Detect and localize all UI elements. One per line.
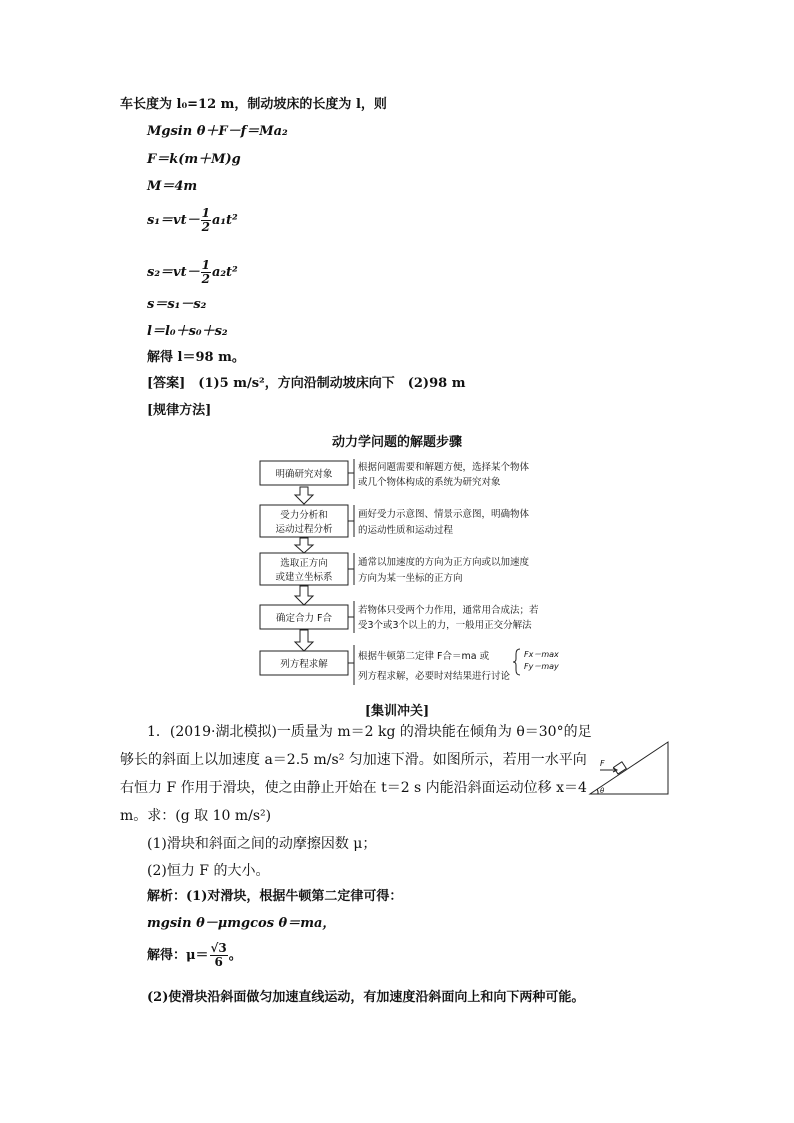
equation-6: s＝s₁－s₂ xyxy=(147,297,207,312)
question-1-line-2: 够长的斜面上以加速度 a＝2.5 m/s² 匀加速下滑。如图所示，若用一水平向 xyxy=(120,752,587,768)
fraction-den: 2 xyxy=(201,220,210,234)
question-1-line-4: m。求：(g 取 10 m/s²) xyxy=(120,808,272,824)
mu-numerator: √3 xyxy=(210,941,227,955)
angle-arc xyxy=(597,789,598,794)
step-2-label-b: 运动过程分析 xyxy=(275,524,333,535)
equation-8: 解得 l＝98 m。 xyxy=(147,350,245,365)
solution-result-left: 解得：μ＝ xyxy=(147,948,209,963)
step-4-desc-a: 若物体只受两个力作用，通常用合成法；若 xyxy=(358,605,539,616)
equation-5-right: a₂t² xyxy=(211,265,238,280)
step-2-desc-b: 的运动性质和运动过程 xyxy=(358,525,454,536)
brace xyxy=(513,649,520,675)
down-arrow-3 xyxy=(295,586,313,605)
step-5-label: 列方程求解 xyxy=(280,659,328,670)
question-1-part-1: (1)滑块和斜面之间的动摩擦因数 μ； xyxy=(147,836,377,852)
equation-7: l＝l₀＋s₀＋s₂ xyxy=(147,324,228,339)
solution-line-1: 车长度为 l₀=12 m，制动坡床的长度为 l，则 xyxy=(120,97,387,112)
step-2-label-a: 受力分析和 xyxy=(280,510,328,521)
step-3-desc-b: 方向为某一坐标的正方向 xyxy=(358,573,463,584)
brace-eq-x: Fx＝max xyxy=(524,650,559,659)
equation-4-right: a₁t² xyxy=(211,213,238,228)
equation-5 xyxy=(147,259,238,286)
step-5-desc-a: 根据牛顿第二定律 F合＝ma 或 xyxy=(358,651,490,662)
step-1-desc-a: 根据问题需要和解题方便，选择某个物体 xyxy=(358,462,530,473)
step-3-desc-a: 通常以加速度的方向为正方向或以加速度 xyxy=(358,557,530,568)
equation-1: Mgsin θ＋F－f＝Ma₂ xyxy=(147,124,288,139)
incline-figure xyxy=(588,738,672,798)
equation-4-left: s₁＝vt－ xyxy=(147,213,200,228)
slider-block xyxy=(614,762,627,774)
down-arrow-2 xyxy=(295,538,313,553)
step-2-desc-a: 画好受力示意图、情景示意图，明确物体 xyxy=(358,509,530,520)
step-5-desc-b: 列方程求解，必要时对结果进行讨论 xyxy=(358,671,511,682)
mu-fraction xyxy=(210,942,228,969)
method-title: [规律方法] xyxy=(147,403,212,418)
solution-result xyxy=(147,942,242,969)
force-label: F xyxy=(600,759,605,768)
angle-label: θ xyxy=(600,787,605,795)
solution-equation: mgsin θ－μmgcos θ＝ma， xyxy=(147,916,336,931)
fraction-den-2: 2 xyxy=(201,272,210,286)
fraction-num: 1 xyxy=(201,206,210,220)
question-1-line-1: 1．(2019·湖北模拟)一质量为 m＝2 kg 的滑块能在倾角为 θ＝30°的足 xyxy=(147,724,592,740)
question-1-line-3: 右恒力 F 作用于滑块，使之由静止开始在 t＝2 s 内能沿斜面运动位移 x＝4 xyxy=(120,780,587,796)
solution-part-2: (2)使滑块沿斜面做匀加速直线运动，有加速度沿斜面向上和向下两种可能。 xyxy=(147,990,585,1005)
step-3-label-a: 选取正方向 xyxy=(280,558,328,569)
equation-4 xyxy=(147,207,238,234)
brace-eq-y: Fy＝may xyxy=(524,662,559,671)
step-3-label-b: 或建立坐标系 xyxy=(275,572,333,583)
flowchart-title: 动力学问题的解题步骤 xyxy=(331,435,462,450)
down-arrow-4 xyxy=(295,630,313,651)
equation-2: F＝k(m＋M)g xyxy=(147,152,241,167)
fraction-half-2 xyxy=(201,259,211,286)
fraction-num-2: 1 xyxy=(201,258,210,272)
equation-5-left: s₂＝vt－ xyxy=(147,265,200,280)
down-arrow-1 xyxy=(295,487,313,504)
solution-intro: 解析：(1)对滑块，根据牛顿第二定律可得： xyxy=(147,889,403,904)
question-1-part-2: (2)恒力 F 的大小。 xyxy=(147,863,270,879)
step-4-desc-b: 受3个或3个以上的力，一般用正交分解法 xyxy=(358,620,532,631)
answer-line: [答案] (1)5 m/s²，方向沿制动坡床向下 (2)98 m xyxy=(147,376,466,391)
step-4-label: 确定合力 F合 xyxy=(276,613,332,624)
step-1-desc-b: 或几个物体构成的系统为研究对象 xyxy=(358,477,501,488)
fraction-half xyxy=(201,207,211,234)
equation-3: M＝4m xyxy=(147,179,198,194)
solution-result-end: 。 xyxy=(228,948,242,963)
mu-denominator: 6 xyxy=(214,955,223,969)
flowchart xyxy=(250,455,580,691)
step-1-label: 明确研究对象 xyxy=(275,469,333,480)
training-title: [集训冲关] xyxy=(364,704,430,719)
